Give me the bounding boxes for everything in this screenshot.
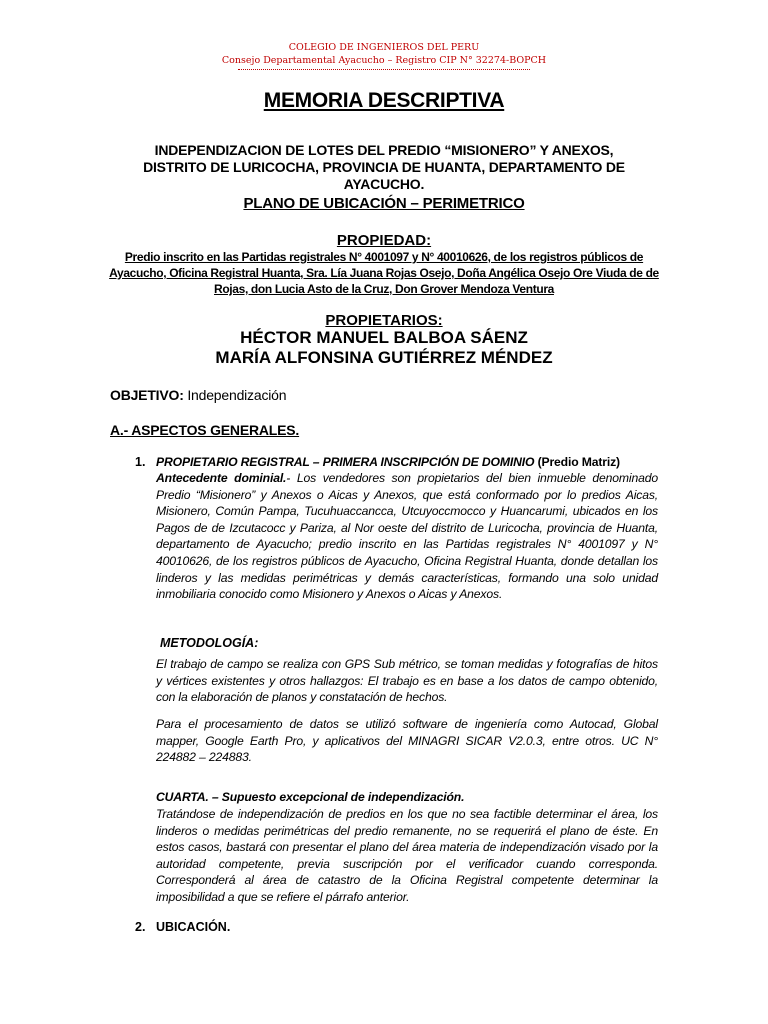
propiedad-text: Predio inscrito en las Partidas registrales N° 4001097 y N° 40010626, de los registros públicos de Ayacucho, Oficina Registral Huanta, Sra. Lía Juana Rojas Osejo, Doña Angélica Osejo Ore Viuda de de Rojas, don Lucia Asto de la Cruz, Don Grover Mendoza Ventura — [109, 250, 659, 296]
header-institution: COLEGIO DE INGENIEROS DEL PERU — [288, 42, 480, 53]
item1-title: PROPIETARIO REGISTRAL – PRIMERA INSCRIPCIÓN DE DOMINIO — [156, 455, 535, 469]
header-divider — [238, 69, 530, 70]
objetivo-line — [110, 387, 286, 403]
document-subtitle: INDEPENDIZACION DE LOTES DEL PREDIO “MISIONERO” Y ANEXOS, DISTRITO DE LURICOCHA, PROVINCIA DE HUANTA, DEPARTAMENTO DE AYACUCHO. — [143, 142, 625, 192]
plano-heading: PLANO DE UBICACIÓN – PERIMETRICO — [243, 195, 525, 212]
document-title: MEMORIA DESCRIPTIVA — [263, 89, 505, 112]
item1-title-line — [156, 455, 620, 469]
owner-name: MARÍA ALFONSINA GUTIÉRREZ MÉNDEZ — [215, 348, 553, 367]
propietarios-heading: PROPIETARIOS: — [325, 312, 443, 329]
item2-title: UBICACIÓN. — [156, 920, 231, 934]
owner-name: HÉCTOR MANUEL BALBOA SÁENZ — [240, 328, 528, 347]
antecedente-label: Antecedente dominial. — [156, 471, 287, 485]
antecedente-text: - Los vendedores son propietarios del bien inmueble denominado Predio “Misionero” y Anexos o Aicas y Anexos, que está conformado por lo predios Aicas, Misionero, Común Pampa, Tucuhuaccancca, Utcuyoccmocco y Huancarumi, ubicados en los Pagos de de Izcutacocc y Pariza, al Nor oeste del distrito de Luricocha, provincia de Huanta, departamento de Ayacucho; predio inscrito en las Partidas registrales N° 4001097 y N° 40010626, de los registros públicos de Ayacucho, Oficina Registral Huanta, donde detallan los linderos y las medidas perimétricas y demás características, formando una solo unidad inmobiliaria conocido como Misionero y Anexos o Aicas y Anexos. — [156, 471, 659, 602]
objetivo-value: Independización — [187, 387, 287, 403]
header-registry: Consejo Departamental Ayacucho – Registro CIP N° 32274-BOPCH — [221, 55, 547, 66]
item1-title-suffix: (Predio Matriz) — [537, 455, 620, 469]
list-number: 1. — [135, 455, 146, 469]
cuarta-heading: CUARTA. – Supuesto excepcional de independización. — [156, 790, 465, 804]
section-a-heading: A.- ASPECTOS GENERALES. — [110, 422, 300, 438]
objetivo-label: OBJETIVO: — [110, 387, 184, 403]
metodologia-heading: METODOLOGÍA: — [160, 636, 259, 650]
metodologia-paragraph: Para el procesamiento de datos se utilizó software de ingeniería como Autocad, Global mapper, Google Earth Pro, y aplicativos del MINAGRI SICAR V2.0.3, entre otros. UC N° 224882 – 224883. — [156, 717, 658, 765]
metodologia-paragraph: El trabajo de campo se realiza con GPS Sub métrico, se toman medidas y fotografías de hitos y vértices existentes y otros hallazgos: El trabajo es en base a los datos de campo obtenido, con la elaboración de planos y constatación de hechos. — [156, 657, 658, 705]
list-number: 2. — [135, 920, 146, 934]
cuarta-paragraph: Tratándose de independización de predios en los que no sea factible determinar el área, los linderos o medidas perimétricas del predio remanente, no se requerirá el plano de éste. En estos casos, bastará con presentar el plano del área materia de independización visado por la autoridad competente, previa suscripción por el verificador cuando corresponda. Corresponderá al área de catastro de la Oficina Registral competente determinar la imposibilidad a que se refiere el párrafo anterior. — [156, 807, 658, 904]
propiedad-heading: PROPIEDAD: — [336, 232, 432, 249]
antecedente-paragraph — [156, 470, 658, 603]
